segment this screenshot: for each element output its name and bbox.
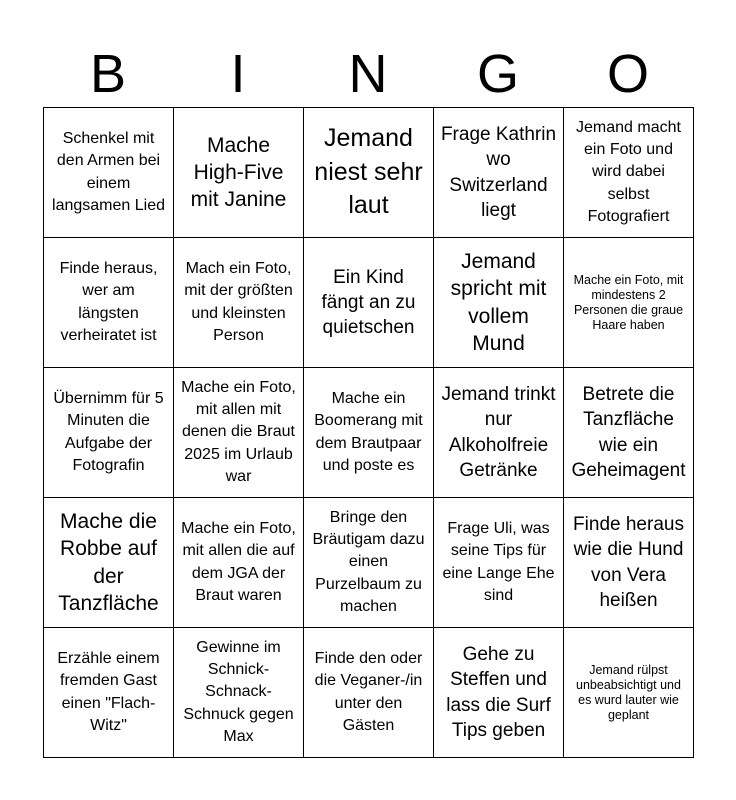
bingo-cell-r2-c1[interactable]: Finde heraus, wer am längsten verheiratet ist (44, 238, 174, 368)
bingo-cell-r1-c4[interactable]: Frage Kathrin wo Switzerland liegt (434, 108, 564, 238)
bingo-cell-r1-c3[interactable]: Jemand niest sehr laut (304, 108, 434, 238)
bingo-cell-r5-c1[interactable]: Erzähle einem fremden Gast einen "Flach-Witz" (44, 628, 174, 758)
bingo-cell-r5-c5[interactable]: Jemand rülpst unbeabsichtigt und es wurd lauter wie geplant (564, 628, 694, 758)
bingo-cell-r4-c3[interactable]: Bringe den Bräutigam dazu einen Purzelbaum zu machen (304, 498, 434, 628)
header-letter-i: I (230, 44, 246, 104)
bingo-cell-r3-c1[interactable]: Übernimm für 5 Minuten die Aufgabe der Fotografin (44, 368, 174, 498)
bingo-cell-r4-c2[interactable]: Mache ein Foto, mit allen die auf dem JGA der Braut waren (174, 498, 304, 628)
bingo-cell-r1-c5[interactable]: Jemand macht ein Foto und wird dabei selbst Fotografiert (564, 108, 694, 238)
bingo-cell-r3-c2[interactable]: Mache ein Foto, mit allen mit denen die Braut 2025 im Urlaub war (174, 368, 304, 498)
bingo-cell-r2-c4[interactable]: Jemand spricht mit vollem Mund (434, 238, 564, 368)
bingo-cell-r3-c3[interactable]: Mache ein Boomerang mit dem Brautpaar und poste es (304, 368, 434, 498)
bingo-header (43, 40, 693, 108)
bingo-cell-r2-c3[interactable]: Ein Kind fängt an zu quietschen (304, 238, 434, 368)
bingo-cell-r4-c1[interactable]: Mache die Robbe auf der Tanzfläche (44, 498, 174, 628)
header-letter-o: O (606, 44, 649, 104)
header-letter-n: N (348, 44, 388, 104)
header-letter-b: B (89, 44, 127, 104)
header-letter-g: G (476, 44, 519, 104)
bingo-cell-r1-c2[interactable]: Mache High-Five mit Janine (174, 108, 304, 238)
bingo-grid (43, 107, 694, 758)
bingo-cell-r2-c5[interactable]: Mache ein Foto, mit mindestens 2 Personen die graue Haare haben (564, 238, 694, 368)
bingo-cell-r5-c4[interactable]: Gehe zu Steffen und lass die Surf Tips geben (434, 628, 564, 758)
bingo-cell-r4-c5[interactable]: Finde heraus wie die Hund von Vera heißen (564, 498, 694, 628)
bingo-cell-r1-c1[interactable]: Schenkel mit den Armen bei einem langsamen Lied (44, 108, 174, 238)
bingo-cell-r4-c4[interactable]: Frage Uli, was seine Tips für eine Lange Ehe sind (434, 498, 564, 628)
bingo-cell-r3-c4[interactable]: Jemand trinkt nur Alkoholfreie Getränke (434, 368, 564, 498)
bingo-cell-r2-c2[interactable]: Mach ein Foto, mit der größten und kleinsten Person (174, 238, 304, 368)
bingo-cell-r5-c3[interactable]: Finde den oder die Veganer-/in unter den Gästen (304, 628, 434, 758)
bingo-cell-r3-c5[interactable]: Betrete die Tanzfläche wie ein Geheimagent (564, 368, 694, 498)
bingo-cell-r5-c2[interactable]: Gewinne im Schnick-Schnack-Schnuck gegen Max (174, 628, 304, 758)
